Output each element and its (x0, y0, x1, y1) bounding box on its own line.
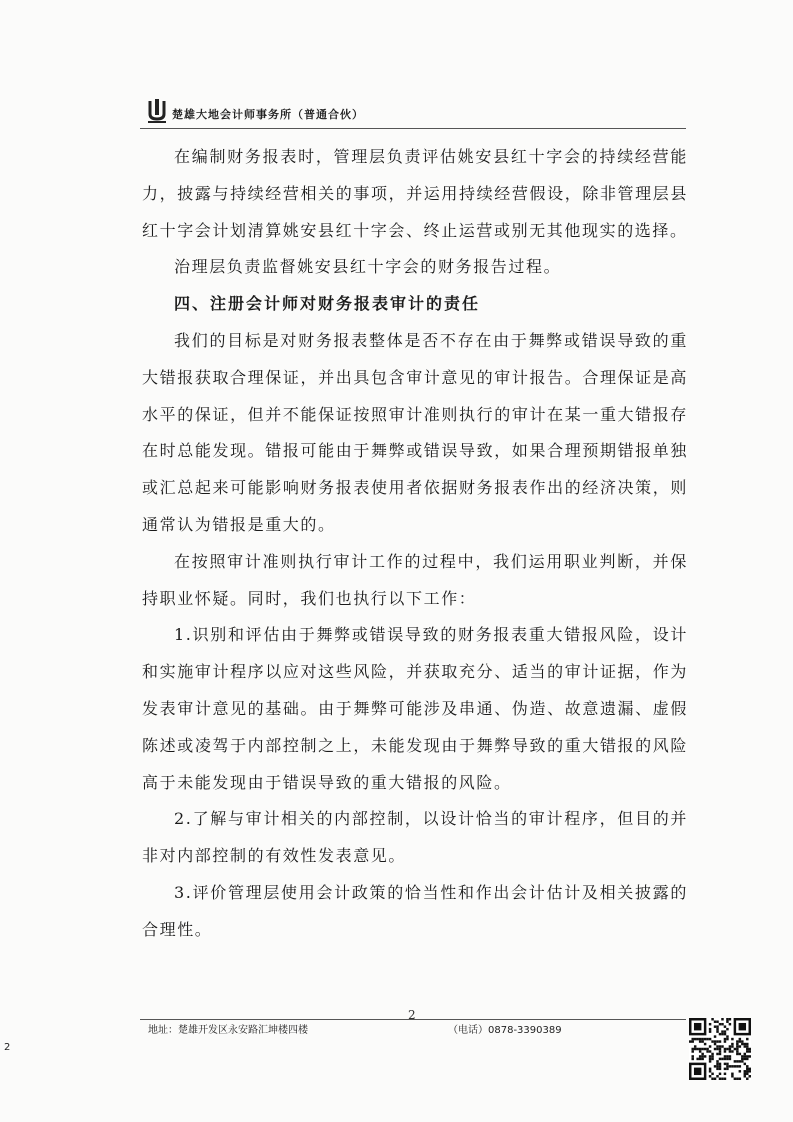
body-paragraph: 治理层负责监督姚安县红十字会的财务报告过程。 (174, 257, 562, 277)
body-paragraph: 在编制财务报表时，管理层负责评估姚安县红十字会的持续经营能力，披露与持续经营相关的事项，并运用持续经营假设，除非管理层县红十字会计划清算姚安县红十字会、终止运营或别无其他现实的选择。 (142, 147, 688, 240)
footer-divider (140, 1019, 686, 1020)
body-paragraph: 在按照审计准则执行审计工作的过程中，我们运用职业判断，并保持职业怀疑。同时，我们也执行以下工作： (142, 551, 688, 608)
firm-logo-icon (146, 98, 168, 124)
letterhead (140, 96, 686, 130)
qr-code-icon (688, 1018, 752, 1080)
header-divider (140, 128, 686, 129)
report-body (142, 139, 688, 949)
footer-address: 地址：楚雄开发区永安路汇坤楼四楼 (148, 1025, 308, 1036)
body-paragraph: 3.评价管理层使用会计政策的恰当性和作出会计估计及相关披露的合理性。 (142, 882, 688, 939)
footer (148, 1021, 688, 1039)
section-heading: 四、注册会计师对财务报表审计的责任 (174, 294, 481, 314)
body-paragraph: 2.了解与审计相关的内部控制，以设计恰当的审计程序，但目的并非对内部控制的有效性发表意见。 (142, 809, 688, 866)
margin-page-number: 2 (4, 1042, 11, 1053)
footer-phone: （电话）0878-3390389 (448, 1025, 562, 1036)
body-paragraph: 我们的目标是对财务报表整体是否不存在由于舞弊或错误导致的重大错报获取合理保证，并出具包含审计意见的审计报告。合理保证是高水平的保证，但并不能保证按照审计准则执行的审计在某一重大错报存在时总能发现。错报可能由于舞弊或错误导致，如果合理预期错报单独或汇总起来可能影响财务报表使用者依据财务报表作出的经济决策，则通常认为错报是重大的。 (142, 330, 688, 534)
body-paragraph: 1.识别和评估由于舞弊或错误导致的财务报表重大错报风险，设计和实施审计程序以应对这些风险，并获取充分、适当的审计证据，作为发表审计意见的基础。由于舞弊可能涉及串通、伪造、故意遗漏、虚假陈述或凌驾于内部控制之上，未能发现由于舞弊导致的重大错报的风险高于未能发现由于错误导致的重大错报的风险。 (142, 625, 688, 792)
firm-name: 楚雄大地会计师事务所（普通合伙） (172, 108, 364, 121)
page-number: 2 (408, 1008, 416, 1022)
